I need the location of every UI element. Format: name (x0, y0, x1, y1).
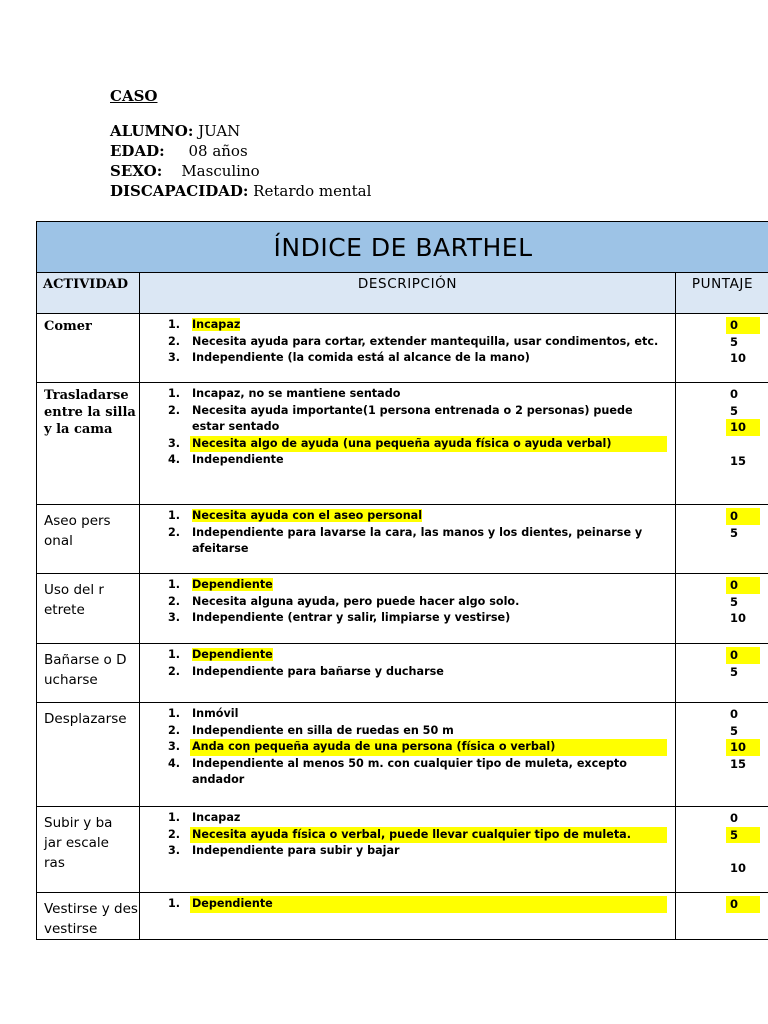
score-value: 10 (676, 419, 768, 436)
score-value: 0 (730, 707, 739, 721)
list-item-number: 2. (168, 525, 181, 539)
list-item-number: 3. (168, 740, 181, 753)
list-item (140, 723, 667, 740)
activity-label: Subir y bajar escaleras (44, 815, 113, 871)
description-cell (140, 893, 676, 940)
list-item-number: 3. (168, 436, 181, 450)
discapacidad-value: Retardo mental (248, 182, 372, 200)
score-value: 0 (730, 811, 739, 825)
list-item-number: 1. (168, 387, 181, 400)
table-row (37, 644, 768, 703)
table-row (37, 505, 768, 574)
list-item-text: Anda con pequeña ayuda de una persona (física o verbal) (192, 740, 556, 753)
description-list (140, 810, 675, 860)
description-cell (140, 703, 676, 807)
description-cell (140, 644, 676, 703)
list-item (140, 508, 667, 525)
activity-label: Aseo personal (44, 513, 111, 549)
list-item-text: Independiente para subir y bajar (192, 844, 400, 857)
discapacidad-label: DISCAPACIDAD: (110, 182, 249, 200)
score-value: 10 (730, 351, 747, 365)
list-item-text: Independiente (la comida está al alcance de la mano) (192, 351, 530, 364)
activity-label: Bañarse o Ducharse (44, 652, 127, 688)
list-item (140, 706, 667, 723)
list-item (140, 577, 667, 594)
list-item-number: 1. (168, 811, 181, 824)
score-value: 0 (676, 647, 768, 664)
list-item-text: Necesita alguna ayuda, pero puede hacer algo solo. (192, 594, 520, 608)
score-value: 0 (676, 577, 768, 594)
activity-cell (37, 703, 140, 807)
list-item (140, 334, 667, 351)
list-item-text: Necesita algo de ayuda (una pequeña ayuda física o ayuda verbal) (192, 436, 612, 450)
list-item-number: 2. (168, 403, 181, 417)
sexo-value: Masculino (162, 162, 260, 180)
edad-line (110, 141, 371, 161)
list-item-text: Incapaz (192, 318, 241, 331)
list-item (140, 317, 667, 334)
list-item (140, 594, 667, 611)
activity-cell (37, 505, 140, 574)
sexo-line (110, 161, 371, 181)
list-item-number: 4. (168, 756, 181, 770)
activity-label: Desplazarse (44, 711, 127, 727)
list-item-number: 1. (168, 578, 181, 591)
discapacidad-line (110, 181, 371, 201)
list-item-number: 1. (168, 318, 181, 331)
list-item (140, 739, 667, 756)
list-item (140, 896, 667, 913)
activity-label: Trasladarse entre la silla y la cama (44, 388, 136, 437)
list-item-text: Necesita ayuda para cortar, extender mantequilla, usar condimentos, etc. (192, 334, 659, 348)
column-header-puntaje: PUNTAJE (676, 273, 768, 314)
list-item-number: 2. (168, 594, 181, 608)
list-item-text: Dependiente (192, 648, 273, 661)
list-item-number: 2. (168, 664, 181, 678)
table-row (37, 807, 768, 893)
score-value: 5 (676, 827, 768, 844)
score-value: 5 (730, 334, 739, 349)
description-cell (140, 505, 676, 574)
list-item (140, 403, 667, 436)
edad-value: 08 años (164, 142, 248, 160)
score-value: 0 (676, 508, 768, 525)
table-title: ÍNDICE DE BARTHEL (37, 222, 768, 273)
description-list (140, 896, 675, 913)
activity-cell (37, 807, 140, 893)
activity-cell (37, 383, 140, 505)
score-cell (676, 574, 768, 644)
description-list (140, 706, 675, 789)
alumno-value: JUAN (193, 122, 241, 140)
sexo-label: SEXO: (110, 162, 163, 180)
list-item-text: Independiente al menos 50 m. con cualquier tipo de muleta, excepto andador (192, 756, 627, 786)
score-cell (676, 383, 768, 505)
list-item (140, 843, 667, 860)
description-cell (140, 807, 676, 893)
list-item-text: Necesita ayuda importante(1 persona entrenada o 2 personas) puede estar sentado (192, 403, 633, 433)
table-row (37, 703, 768, 807)
score-value: 5 (730, 664, 739, 679)
list-item (140, 647, 667, 664)
description-list (140, 508, 675, 558)
activity-label: Comer (44, 319, 92, 334)
score-cell (676, 703, 768, 807)
edad-label: EDAD: (110, 142, 165, 160)
table-row (37, 574, 768, 644)
score-value: 5 (730, 403, 739, 418)
list-item-number: 2. (168, 827, 181, 841)
list-item (140, 350, 667, 367)
list-item-text: Independiente para lavarse la cara, las manos y los dientes, peinarse y afeitarse (192, 525, 643, 555)
description-list (140, 577, 675, 627)
score-cell (676, 893, 768, 940)
score-value: 5 (730, 594, 739, 609)
list-item-number: 2. (168, 334, 181, 348)
list-item-number: 1. (168, 648, 181, 661)
list-item-text: Incapaz (192, 811, 241, 824)
list-item-text: Necesita ayuda física o verbal, puede llevar cualquier tipo de muleta. (192, 827, 631, 841)
table-row (37, 314, 768, 383)
activity-cell (37, 314, 140, 383)
barthel-table (36, 221, 768, 940)
list-item-text: Independiente (192, 453, 284, 466)
activity-cell (37, 644, 140, 703)
list-item-number: 4. (168, 453, 181, 466)
list-item (140, 664, 667, 681)
score-cell (676, 807, 768, 893)
alumno-line (110, 121, 371, 141)
score-value: 10 (730, 861, 747, 875)
list-item (140, 810, 667, 827)
alumno-label: ALUMNO: (110, 122, 194, 140)
list-item (140, 525, 667, 558)
score-value: 10 (730, 611, 747, 625)
list-item-number: 3. (168, 844, 181, 857)
list-item-text: Dependiente (192, 578, 273, 591)
list-item-number: 1. (168, 707, 181, 720)
column-header-actividad: ACTIVIDAD (37, 273, 140, 314)
list-item-text: Dependiente (192, 897, 273, 910)
description-cell (140, 574, 676, 644)
list-item-number: 2. (168, 723, 181, 737)
list-item-number: 1. (168, 509, 181, 522)
list-item-text: Incapaz, no se mantiene sentado (192, 387, 401, 400)
list-item (140, 452, 667, 469)
description-cell (140, 314, 676, 383)
list-item (140, 756, 667, 789)
list-item-text: Independiente para bañarse y ducharse (192, 664, 444, 678)
list-item (140, 386, 667, 403)
list-item-number: 3. (168, 351, 181, 364)
activity-cell (37, 574, 140, 644)
table-row (37, 893, 768, 940)
description-list (140, 317, 675, 367)
list-item-text: Independiente (entrar y salir, limpiarse y vestirse) (192, 611, 511, 624)
list-item (140, 436, 667, 453)
score-value: 15 (730, 756, 747, 771)
description-list (140, 386, 675, 469)
score-value: 5 (730, 525, 739, 540)
activity-label: Uso del retrete (44, 582, 104, 618)
list-item (140, 610, 667, 627)
list-item-text: Necesita ayuda con el aseo personal (192, 509, 423, 522)
score-cell (676, 314, 768, 383)
activity-label: Vestirse y desvestirse (44, 901, 138, 937)
score-value: 0 (676, 317, 768, 334)
score-value: 0 (730, 387, 739, 401)
description-cell (140, 383, 676, 505)
score-cell (676, 644, 768, 703)
list-item-text: Independiente en silla de ruedas en 50 m (192, 723, 454, 737)
score-value: 10 (676, 739, 768, 756)
description-list (140, 647, 675, 680)
list-item-number: 3. (168, 611, 181, 624)
column-header-descripcion: DESCRIPCIÓN (140, 273, 676, 314)
list-item-text: Inmóvil (192, 707, 239, 720)
score-value: 5 (730, 723, 739, 738)
table-row (37, 383, 768, 505)
list-item-number: 1. (168, 897, 181, 910)
case-header (110, 86, 371, 201)
score-cell (676, 505, 768, 574)
case-title: CASO (110, 87, 158, 105)
list-item (140, 827, 667, 844)
score-value: 15 (730, 453, 747, 468)
activity-cell (37, 893, 140, 940)
score-value: 0 (676, 896, 768, 913)
